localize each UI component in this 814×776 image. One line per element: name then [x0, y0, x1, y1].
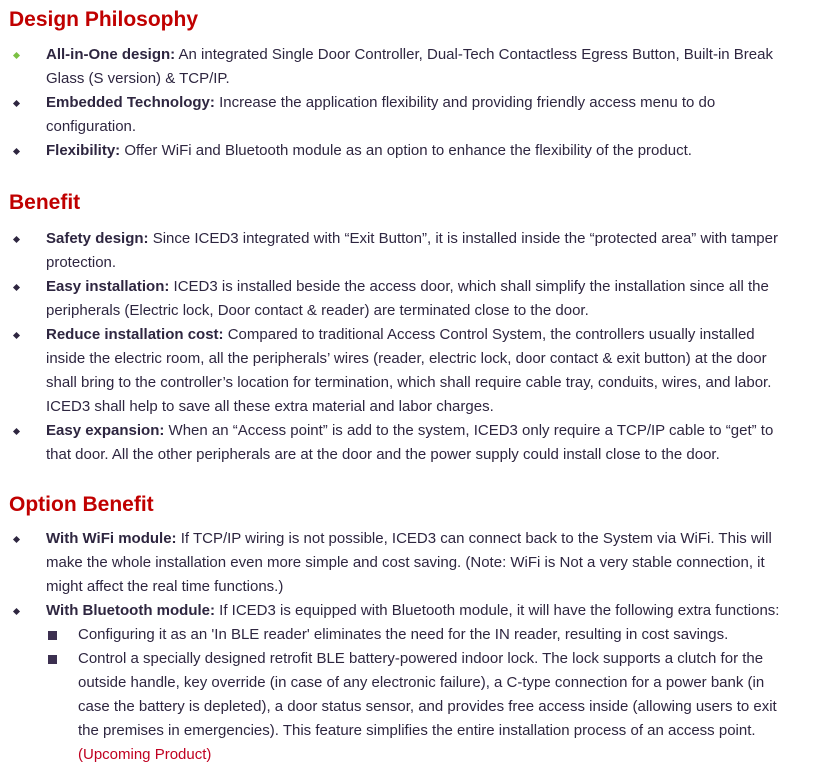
list-item	[0, 419, 814, 467]
item-text: ICED3 is installed beside the access door, which shall simplify the installation since all the peripherals (Electric lock, Door contact & reader) are terminated close to the door.	[46, 278, 769, 319]
sub-list-item	[0, 647, 814, 767]
list-item	[0, 275, 814, 323]
diamond-bullet-icon	[13, 332, 20, 339]
option-benefit-list	[0, 527, 814, 767]
square-bullet-icon	[48, 631, 57, 640]
item-text: Since ICED3 integrated with “Exit Button”, it is installed inside the “protected area” with tamper protection.	[46, 230, 778, 271]
diamond-bullet-icon	[13, 608, 20, 615]
item-label: With Bluetooth module:	[46, 602, 215, 619]
list-item	[0, 323, 814, 419]
design-philosophy-list	[0, 43, 814, 163]
item-label: Flexibility:	[46, 142, 121, 159]
item-label: Easy installation:	[46, 278, 170, 295]
list-item	[0, 91, 814, 139]
square-bullet-icon	[48, 655, 57, 664]
diamond-bullet-icon	[13, 148, 20, 155]
diamond-bullet-icon	[13, 536, 20, 543]
list-item	[0, 43, 814, 91]
item-text: If ICED3 is equipped with Bluetooth module, it will have the following extra functions:	[215, 602, 780, 619]
sub-list-item	[0, 623, 814, 647]
list-item	[0, 527, 814, 599]
benefit-list	[0, 227, 814, 467]
item-text: Compared to traditional Access Control System, the controllers usually installed inside the electric room, all the peripherals’ wires (reader, electric lock, door contact & exit button) at the door shall bring to the controller’s location for termination, which shall require cable tray, conduits, wires, and labor. ICED3 shall help to save all these extra material and labor charges.	[46, 326, 772, 415]
list-item	[0, 227, 814, 275]
diamond-bullet-icon	[13, 284, 20, 291]
list-item	[0, 599, 814, 623]
list-item	[0, 139, 814, 163]
diamond-bullet-icon	[13, 100, 20, 107]
item-text: Offer WiFi and Bluetooth module as an option to enhance the flexibility of the product.	[120, 142, 692, 159]
item-label: With WiFi module:	[46, 530, 177, 547]
item-text: If TCP/IP wiring is not possible, ICED3 can connect back to the System via WiFi. This will make the whole installation even more simple and cost saving. (Note: WiFi is Not a very stable connection, it might affect the real time functions.)	[46, 530, 772, 595]
sub-item-text: Control a specially designed retrofit BLE battery-powered indoor lock. The lock supports a clutch for the outside handle, key override (in case of any electronic failure), a C-type connection for a power bank (in case the battery is depleted), a door status sensor, and provides free access inside (allowing users to exit the premises in emergencies). This feature simplifies the entire installation process of an access point.	[78, 650, 777, 739]
item-text: Increase the application flexibility and providing friendly access menu to do configuration.	[46, 94, 716, 135]
sub-item-text: Configuring it as an 'In BLE reader' eliminates the need for the IN reader, resulting in cost savings.	[78, 626, 729, 643]
item-label: Embedded Technology:	[46, 94, 215, 111]
diamond-bullet-icon	[13, 428, 20, 435]
section-title-option-benefit: Option Benefit	[9, 493, 154, 516]
diamond-bullet-icon	[13, 236, 20, 243]
upcoming-product-note: (Upcoming Product)	[78, 746, 212, 763]
section-title-benefit: Benefit	[9, 191, 81, 214]
item-label: All-in-One design:	[46, 46, 176, 63]
item-label: Easy expansion:	[46, 422, 165, 439]
item-text: When an “Access point” is add to the system, ICED3 only require a TCP/IP cable to “get” to that door. All the other peripherals are at the door and the power supply could install close to the door.	[46, 422, 774, 463]
diamond-bullet-icon	[13, 52, 20, 59]
item-text: An integrated Single Door Controller, Dual-Tech Contactless Egress Button, Built-in Break Glass (S version) & TCP/IP.	[46, 46, 773, 87]
item-label: Reduce installation cost:	[46, 326, 224, 343]
item-label: Safety design:	[46, 230, 149, 247]
section-title-design-philosophy: Design Philosophy	[9, 8, 199, 31]
